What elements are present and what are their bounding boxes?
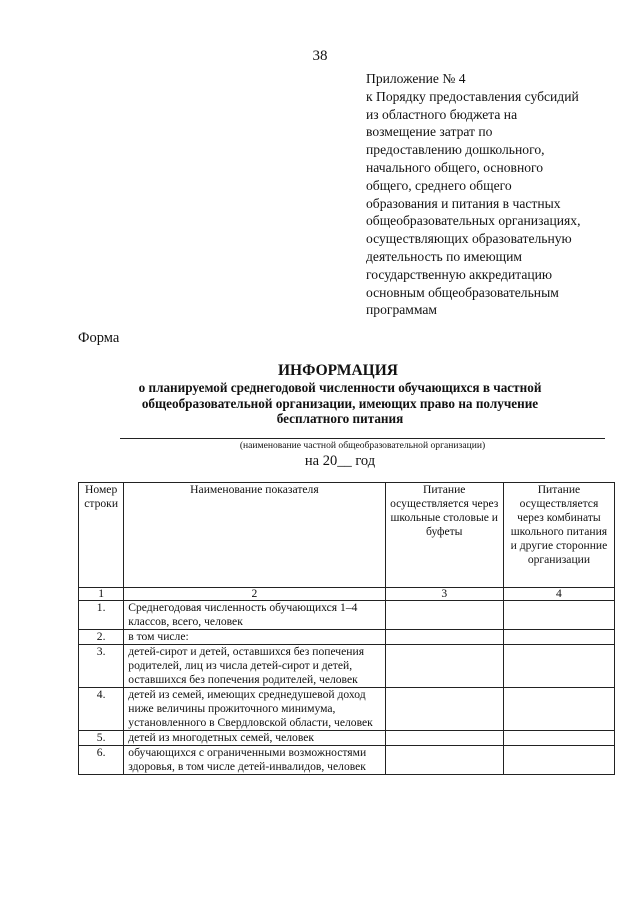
subtitle-line: общеобразовательной организации, имеющих право на получение — [141, 395, 539, 411]
external-value-cell[interactable] — [503, 746, 614, 775]
row-number: 2. — [79, 630, 124, 645]
page-number: 38 — [312, 48, 328, 64]
table-header-row — [79, 483, 615, 588]
canteens-value-cell[interactable] — [385, 645, 503, 688]
indicator-name: в том числе: — [124, 630, 385, 645]
external-value-cell[interactable] — [503, 645, 614, 688]
indicator-name: Среднегодовая численность обучающихся 1–4 классов, всего, человек — [124, 601, 385, 630]
row-number: 5. — [79, 731, 124, 746]
appendix-line: деятельность по имеющим — [366, 248, 523, 264]
table-row — [79, 645, 615, 688]
header-school-canteens: Питание осуществляется через школьные столовые и буфеты — [385, 483, 503, 588]
canteens-value-cell[interactable] — [385, 731, 503, 746]
indicator-name: детей из семей, имеющих среднедушевой доход ниже величины прожиточного минимума, установленного в Свердловской области, человек — [124, 688, 385, 731]
appendix-line: программам — [366, 302, 438, 318]
appendix-line: осуществляющих образовательную — [366, 231, 572, 247]
table-row — [79, 731, 615, 746]
canteens-value-cell[interactable] — [385, 601, 503, 630]
row-number: 6. — [79, 746, 124, 775]
organization-name-caption: (наименование частной общеобразовательной организации) — [239, 440, 486, 451]
form-label: Форма — [78, 330, 120, 346]
appendix-line: образования и питания в частных — [366, 195, 561, 211]
appendix-line: предоставлению дошкольного, — [366, 142, 545, 158]
header-external-organizations: Питание осуществляется через комбинаты школьного питания и другие сторонние организации — [503, 483, 614, 588]
indicator-name: обучающихся с ограниченными возможностями здоровья, в том числе детей-инвалидов, человек — [124, 746, 385, 775]
external-value-cell[interactable] — [503, 630, 614, 645]
column-index: 2 — [124, 588, 385, 601]
appendix-line: возмещение затрат по — [366, 124, 493, 140]
canteens-value-cell[interactable] — [385, 688, 503, 731]
external-value-cell[interactable] — [503, 688, 614, 731]
header-row-number: Номер строки — [79, 483, 124, 588]
row-number: 1. — [79, 601, 124, 630]
column-index: 1 — [79, 588, 124, 601]
appendix-line: из областного бюджета на — [366, 106, 518, 122]
canteens-value-cell[interactable] — [385, 746, 503, 775]
appendix-line: общеобразовательных организациях, — [366, 213, 581, 229]
table-row — [79, 688, 615, 731]
table-row — [79, 746, 615, 775]
table-row — [79, 630, 615, 645]
column-index-row — [79, 588, 615, 601]
external-value-cell[interactable] — [503, 601, 614, 630]
appendix-line: общего, среднего общего — [366, 177, 512, 193]
indicator-name: детей-сирот и детей, оставшихся без попечения родителей, лиц из числа детей-сирот и детей, оставшихся без попечения родителей, человек — [124, 645, 385, 688]
appendix-block — [366, 70, 616, 319]
organization-name-line — [120, 438, 605, 439]
table-row — [79, 601, 615, 630]
document-subtitle — [90, 380, 590, 427]
appendix-line: основным общеобразовательным — [366, 284, 559, 300]
appendix-line: начального общего, основного — [366, 159, 544, 175]
appendix-line: к Порядку предоставления субсидий — [366, 88, 579, 104]
header-indicator-name: Наименование показателя — [124, 483, 385, 588]
appendix-line: государственную аккредитацию — [366, 266, 553, 282]
row-number: 3. — [79, 645, 124, 688]
document-title: ИНФОРМАЦИЯ — [278, 362, 398, 379]
subtitle-line: бесплатного питания — [276, 411, 404, 427]
row-number: 4. — [79, 688, 124, 731]
indicator-name: детей из многодетных семей, человек — [124, 731, 385, 746]
subtitle-line: о планируемой среднегодовой численности обучающихся в частной — [138, 380, 542, 395]
year-line: на 20__ год — [304, 453, 376, 469]
column-index: 4 — [503, 588, 614, 601]
external-value-cell[interactable] — [503, 731, 614, 746]
canteens-value-cell[interactable] — [385, 630, 503, 645]
data-table — [78, 482, 615, 775]
column-index: 3 — [385, 588, 503, 601]
appendix-line: Приложение № 4 — [366, 71, 466, 86]
